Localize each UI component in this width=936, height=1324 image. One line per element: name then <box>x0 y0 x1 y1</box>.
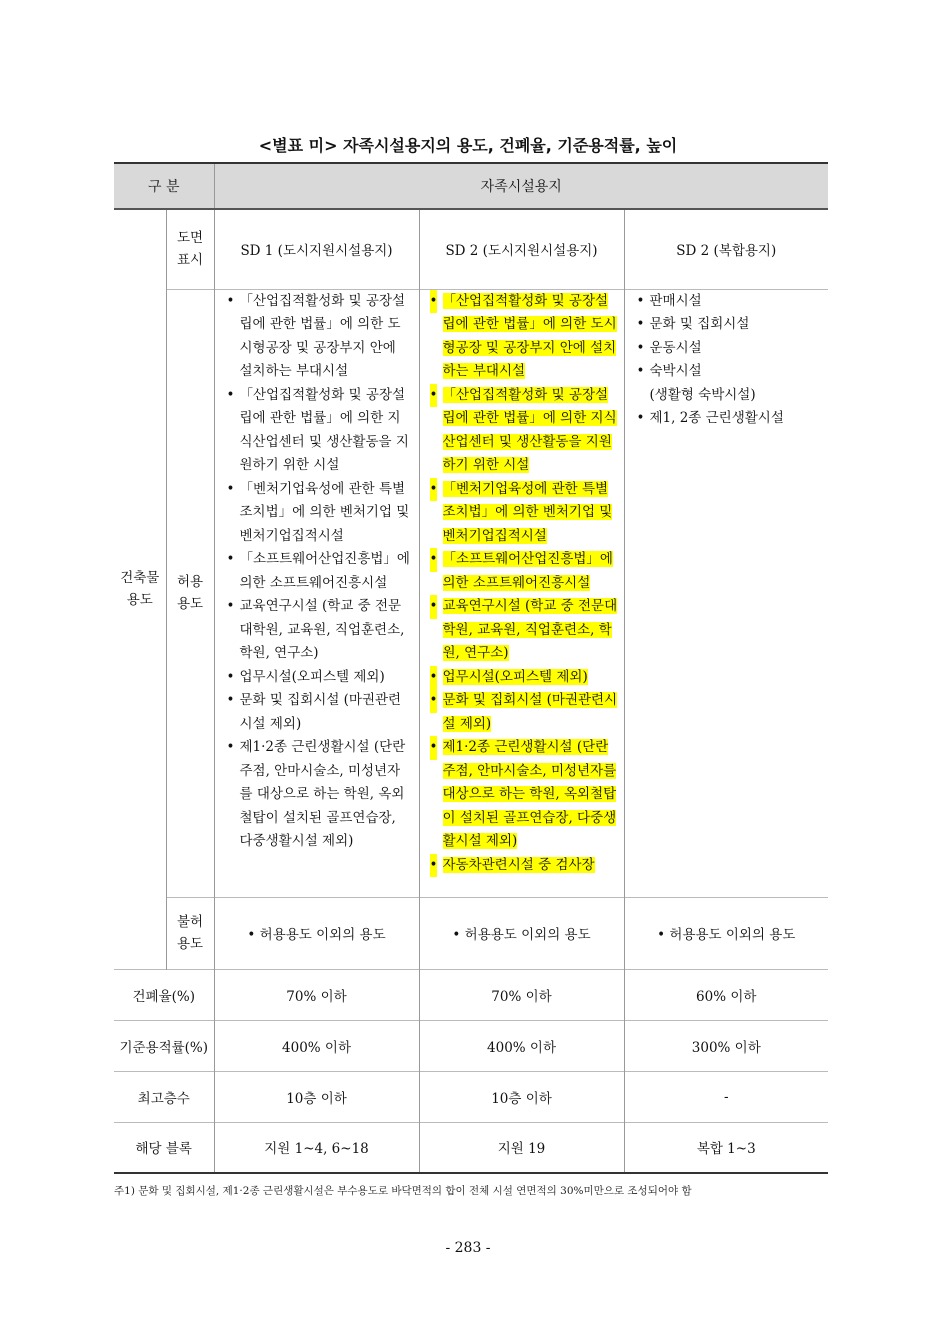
disallowed-label: 불허 용도 <box>166 897 214 969</box>
allowed-use-item: • 숙박시설 (생활형 숙박시설) <box>636 363 756 403</box>
far-sd2-support: 400% 이하 <box>419 1020 624 1071</box>
allowed-use-item: • 문화 및 집회시설 <box>636 316 750 332</box>
disallowed-sd2-support: • 허용용도 이외의 용도 <box>419 897 624 969</box>
coverage-row <box>114 969 828 1020</box>
blocks-sd1: 지원 1~4, 6~18 <box>214 1122 419 1173</box>
floors-sd2-support: 10층 이하 <box>419 1071 624 1122</box>
coverage-label: 건폐율(%) <box>114 969 214 1020</box>
map-label: 도면 표시 <box>166 209 214 289</box>
allowed-use-item: • 자동차관련시설 중 검사장 <box>428 854 618 878</box>
allowed-use-item: • 운동시설 <box>636 339 702 356</box>
allowed-list-sd2-complex <box>635 290 823 431</box>
allowed-use-item: • 「벤처기업육성에 관한 특별조치법」에 의한 벤처기업 및 벤처기업집적시설 <box>428 478 618 549</box>
allowed-use-item: • 「소프트웨어산업진흥법」에 의한 소프트웨어진흥시설 <box>428 548 618 595</box>
floors-row <box>114 1071 828 1122</box>
blocks-sd2-support: 지원 19 <box>419 1122 624 1173</box>
building-use-label: 건축물 용도 <box>120 570 160 609</box>
disallowed-row <box>114 897 828 969</box>
allowed-use-item: • 문화 및 집회시설 (마권관련시설 제외) <box>226 692 402 732</box>
allowed-use-item: • 「산업집적활성화 및 공장설립에 관한 법률」에 의한 도시형공장 및 공장부지 안에 설치하는 부대시설 <box>226 292 406 379</box>
coverage-sd2-support: 70% 이하 <box>419 969 624 1020</box>
far-row <box>114 1020 828 1071</box>
land-use-table <box>114 162 828 1174</box>
allowed-use-item: • 판매시설 <box>636 292 702 309</box>
allowed-use-item: • 제1, 2종 근린생활시설 <box>636 410 784 426</box>
blocks-label: 해당 블록 <box>114 1122 214 1173</box>
allowed-use-item: • 「산업집적활성화 및 공장설립에 관한 법률」에 의한 도시형공장 및 공장부지 안에 설치하는 부대시설 <box>428 290 618 384</box>
allowed-list-sd1 <box>225 290 411 854</box>
allowed-sd2-support <box>419 289 624 897</box>
table-title: <별표 미> 자족시설용지의 용도, 건폐율, 기준용적률, 높이 <box>258 136 678 155</box>
disallowed-sd2-complex: • 허용용도 이외의 용도 <box>624 897 828 969</box>
blocks-row <box>114 1122 828 1173</box>
allowed-use-item: • 업무시설(오피스텔 제외) <box>428 666 618 690</box>
coverage-sd2-complex: 60% 이하 <box>624 969 828 1020</box>
header-category: 구 분 <box>114 163 214 209</box>
allowed-use-item: • 「산업집적활성화 및 공장설립에 관한 법률」에 의한 지식산업센터 및 생산활동을 지원하기 위한 시설 <box>226 386 409 473</box>
floors-sd2-complex: - <box>624 1071 828 1122</box>
disallowed-sd1: • 허용용도 이외의 용도 <box>214 897 419 969</box>
allowed-sd1 <box>214 289 419 897</box>
map-sd2-complex: SD 2 (복합용지) <box>624 209 828 289</box>
allowed-use-item: • 문화 및 집회시설 (마권관련시설 제외) <box>428 689 618 736</box>
page-number: - 283 - <box>445 1240 491 1256</box>
far-sd2-complex: 300% 이하 <box>624 1020 828 1071</box>
far-label: 기준용적률(%) <box>114 1020 214 1071</box>
header-row <box>114 163 828 209</box>
far-sd1: 400% 이하 <box>214 1020 419 1071</box>
allowed-use-item: • 「소프트웨어산업진흥법」에 의한 소프트웨어진흥시설 <box>226 551 410 591</box>
blocks-sd2-complex: 복합 1~3 <box>624 1122 828 1173</box>
allowed-list-sd2-support <box>428 290 618 878</box>
coverage-sd1: 70% 이하 <box>214 969 419 1020</box>
allowed-use-item: • 교육연구시설 (학교 중 전문대학원, 교육원, 직업훈련소, 학원, 연구소) <box>226 598 405 661</box>
header-land-type: 자족시설용지 <box>214 163 828 209</box>
allowed-use-item: • 업무시설(오피스텔 제외) <box>226 668 385 685</box>
map-sd2-support: SD 2 (도시지원시설용지) <box>419 209 624 289</box>
allowed-use-item: • 제1·2종 근린생활시설 (단란주점, 안마시술소, 미성년자를 대상으로 하는 학원, 옥외철탑이 설치된 골프연습장, 다중생활시설 제외) <box>226 739 406 849</box>
allowed-label: 허용 용도 <box>166 289 214 897</box>
floors-sd1: 10층 이하 <box>214 1071 419 1122</box>
allowed-use-item: • 제1·2종 근린생활시설 (단란주점, 안마시술소, 미성년자를 대상으로 하는 학원, 옥외철탑이 설치된 골프연습장, 다중생활시설 제외) <box>428 736 618 854</box>
floors-label: 최고층수 <box>114 1071 214 1122</box>
map-row <box>114 209 828 289</box>
allowed-row <box>114 289 828 897</box>
allowed-use-item: • 교육연구시설 (학교 중 전문대학원, 교육원, 직업훈련소, 학원, 연구소) <box>428 595 618 666</box>
allowed-use-item: • 「벤처기업육성에 관한 특별조치법」에 의한 벤처기업 및 벤처기업집적시설 <box>226 480 410 544</box>
map-sd1: SD 1 (도시지원시설용지) <box>214 209 419 289</box>
footnote: 주1) 문화 및 집회시설, 제1·2종 근린생활시설은 부수용도로 바닥면적의 합이 전체 시설 연면적의 30%미만으로 조성되어야 함 <box>114 1185 692 1197</box>
allowed-use-item: • 「산업집적활성화 및 공장설립에 관한 법률」에 의한 지식산업센터 및 생산활동을 지원하기 위한 시설 <box>428 384 618 478</box>
allowed-sd2-complex <box>624 289 828 897</box>
